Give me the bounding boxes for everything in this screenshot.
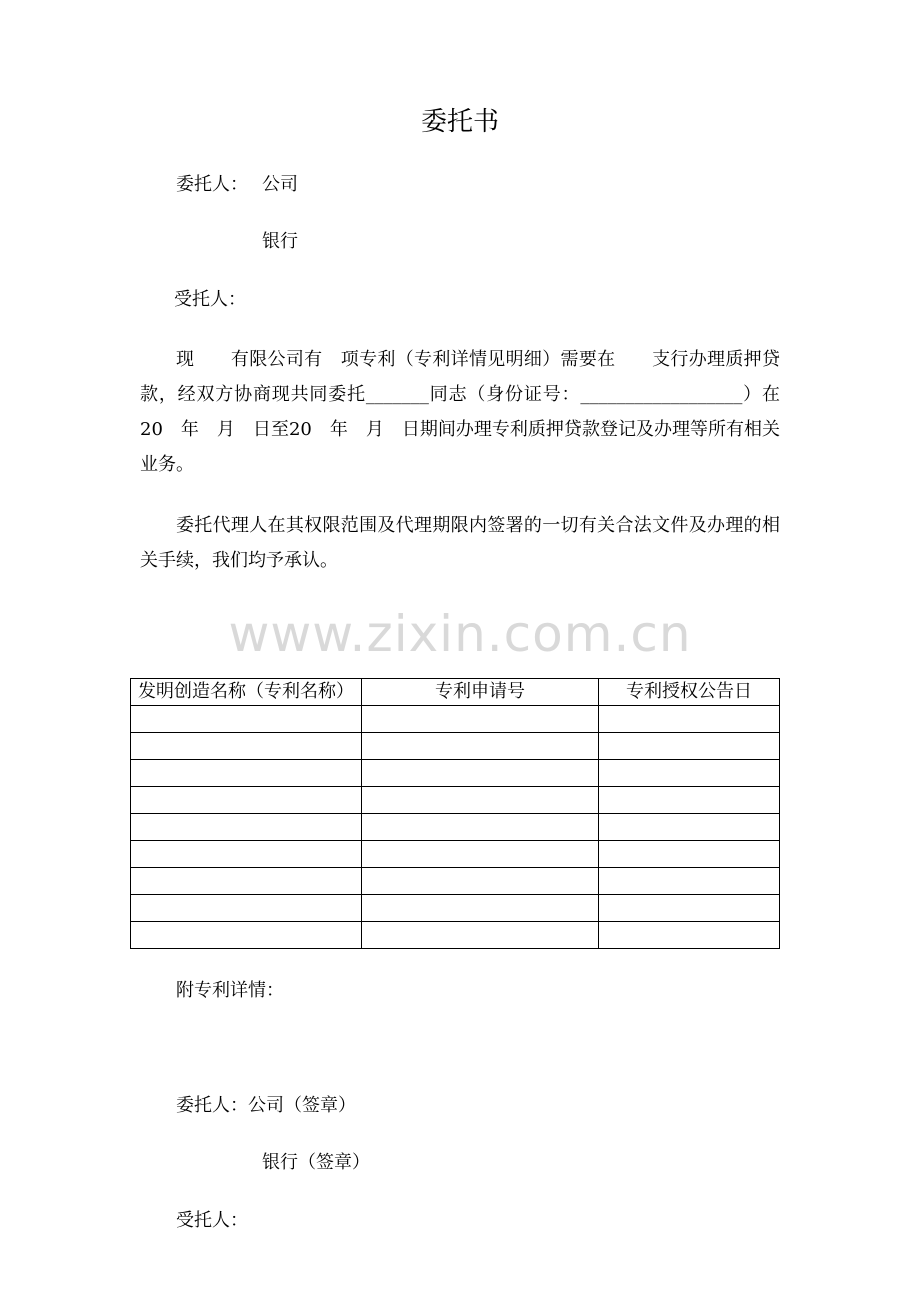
table-row — [131, 814, 780, 841]
body-paragraph-2: 委托代理人在其权限范围及代理期限内签署的一切有关合法文件及办理的相关手续，我们均予承认。 — [140, 515, 780, 571]
header-grant-date: 专利授权公告日 — [599, 679, 780, 706]
table-cell — [131, 787, 362, 814]
document-title: 委托书 — [420, 107, 499, 137]
table-cell — [131, 733, 362, 760]
header-application-number: 专利申请号 — [362, 679, 599, 706]
table-row — [131, 706, 780, 733]
table-cell — [599, 841, 780, 868]
table-cell — [599, 733, 780, 760]
table-cell — [362, 868, 599, 895]
table-cell — [362, 787, 599, 814]
patent-table — [130, 678, 780, 949]
table-row — [131, 922, 780, 949]
table-cell — [362, 814, 599, 841]
table-cell — [131, 922, 362, 949]
table-cell — [362, 760, 599, 787]
table-cell — [362, 706, 599, 733]
table-row — [131, 895, 780, 922]
table-header-row — [131, 679, 780, 706]
table-cell — [599, 814, 780, 841]
table-cell — [131, 868, 362, 895]
table-cell — [362, 895, 599, 922]
table-cell — [362, 841, 599, 868]
table-cell — [362, 922, 599, 949]
watermark: www.zixin.com.cn — [228, 605, 692, 663]
table-cell — [599, 706, 780, 733]
table-cell — [131, 895, 362, 922]
principal-bank: 银行 — [262, 231, 298, 252]
table-cell — [599, 868, 780, 895]
table-row — [131, 868, 780, 895]
header-patent-name: 发明创造名称（专利名称） — [131, 679, 362, 706]
sign-principal-company: 委托人：公司（签章） — [176, 1095, 356, 1116]
sign-principal-bank: 银行（签章） — [262, 1152, 370, 1173]
agent-label: 受托人： — [174, 289, 246, 310]
table-cell — [131, 841, 362, 868]
attachment-label: 附专利详情： — [176, 980, 284, 1001]
sign-agent-label: 受托人： — [176, 1210, 248, 1231]
table-cell — [131, 706, 362, 733]
table-cell — [131, 760, 362, 787]
principal-company: 公司 — [262, 174, 298, 195]
table-cell — [599, 922, 780, 949]
table-cell — [599, 760, 780, 787]
table-cell — [599, 895, 780, 922]
table-cell — [599, 787, 780, 814]
table-row — [131, 760, 780, 787]
table-row — [131, 733, 780, 760]
table-row — [131, 841, 780, 868]
table-cell — [362, 733, 599, 760]
principal-label: 委托人： — [176, 174, 248, 195]
table-cell — [131, 814, 362, 841]
table-row — [131, 787, 780, 814]
body-paragraph-1: 现 有限公司有 项专利（专利详情见明细）需要在 支行办理质押贷款，经双方协商现共同委托_______同志（身份证号：__________________）在20 年 月 日至20 年 月 日期间办理专利质押贷款登记及办理等所有相关业务。 — [140, 349, 780, 475]
